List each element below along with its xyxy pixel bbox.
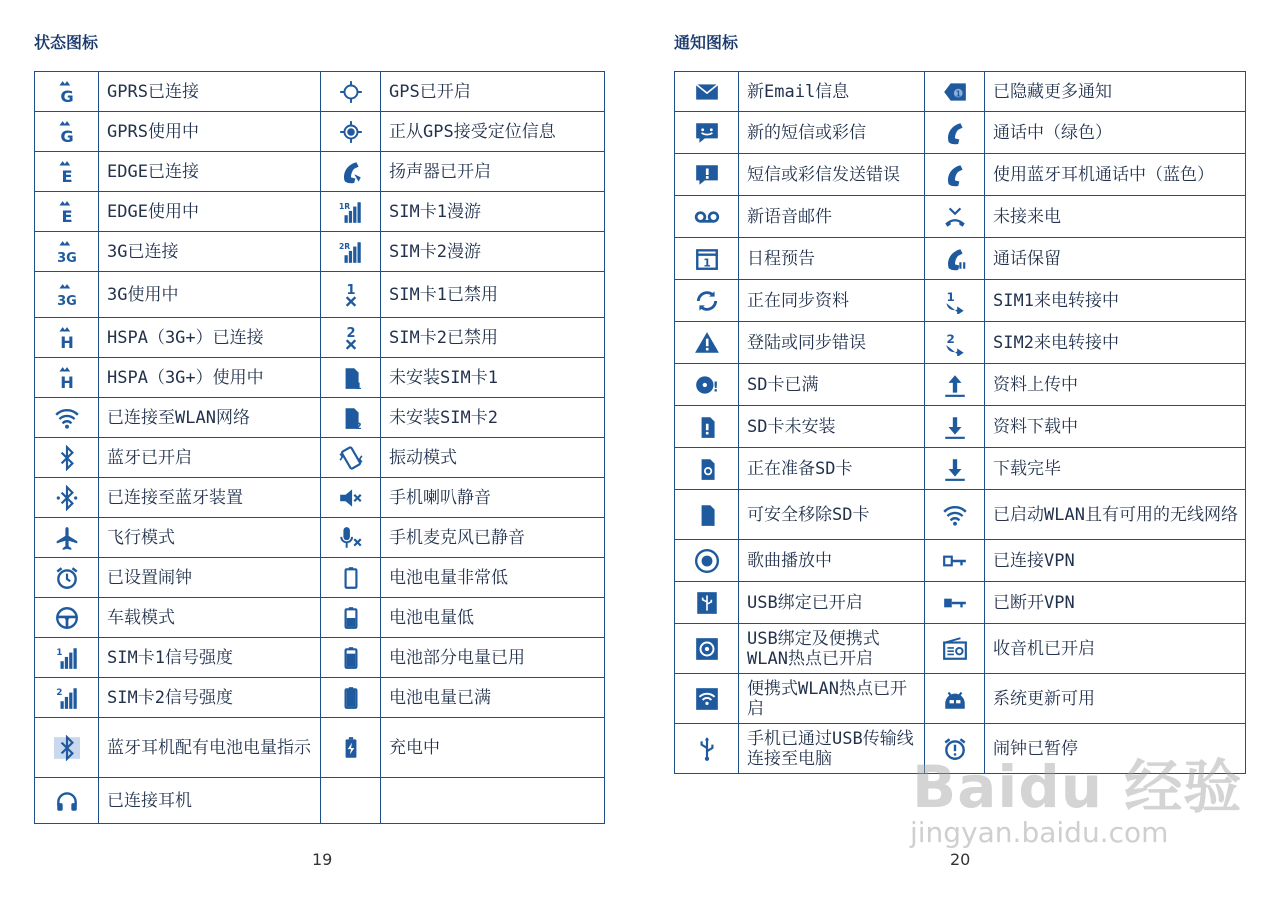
- svg-text:E: E: [60, 166, 73, 185]
- description-cell: 未安装SIM卡2: [381, 398, 605, 438]
- table-row: [35, 318, 605, 358]
- sim1-disabled-icon: [338, 282, 364, 308]
- description-cell: 已启动WLAN且有可用的无线网络: [985, 490, 1246, 540]
- description-cell: 飞行模式: [99, 518, 321, 558]
- wifi-icon: [54, 405, 80, 431]
- description-cell: 3G使用中: [99, 272, 321, 318]
- watermark-main-text: Baidu 经验: [912, 753, 1243, 821]
- icon-cell: [35, 112, 99, 152]
- status-icons-table: [34, 71, 605, 824]
- description-cell: 闹钟已暂停: [985, 724, 1246, 774]
- email-icon: [694, 79, 720, 105]
- bt-headset-battery-icon: [54, 735, 80, 761]
- icon-cell: [321, 318, 381, 358]
- headphones-icon: [54, 788, 80, 814]
- description-cell: 新Email信息: [739, 72, 925, 112]
- svg-text:H: H: [59, 372, 74, 391]
- sync-icon: [694, 288, 720, 314]
- table-row: [675, 196, 1246, 238]
- description-cell: 未安装SIM卡1: [381, 358, 605, 398]
- section-title-notification-icons: 通知图标: [674, 33, 739, 52]
- icon-cell: [925, 724, 985, 774]
- table-row: [675, 72, 1246, 112]
- svg-text:H: H: [59, 332, 74, 351]
- page-number: 19: [312, 850, 333, 869]
- description-cell: 已连接VPN: [985, 540, 1246, 582]
- vpn-connected-icon: [942, 548, 968, 574]
- sd-preparing-icon: [694, 456, 720, 482]
- hspa-in-use-icon: [54, 365, 80, 391]
- page-number: 20: [950, 850, 971, 869]
- icon-cell: [925, 72, 985, 112]
- description-cell: 歌曲播放中: [739, 540, 925, 582]
- description-cell: 已连接耳机: [99, 778, 321, 824]
- description-cell: SIM卡1已禁用: [381, 272, 605, 318]
- icon-cell: [35, 272, 99, 318]
- table-row: [675, 724, 1246, 774]
- icon-cell: [321, 478, 381, 518]
- icon-cell: [925, 540, 985, 582]
- description-cell: 系统更新可用: [985, 674, 1246, 724]
- description-cell: 手机喇叭静音: [381, 478, 605, 518]
- description-cell: 资料下载中: [985, 406, 1246, 448]
- table-row: [675, 674, 1246, 724]
- icon-cell: [35, 358, 99, 398]
- svg-text:G: G: [59, 126, 74, 145]
- system-update-icon: [942, 686, 968, 712]
- 3g-connected-icon: [54, 239, 80, 265]
- description-cell: 正在同步资料: [739, 280, 925, 322]
- icon-cell: [925, 322, 985, 364]
- 3g-in-use-icon: [54, 282, 80, 308]
- charging-icon: [338, 735, 364, 761]
- sim2-disabled-icon: [338, 325, 364, 351]
- gprs-connected-icon: [54, 79, 80, 105]
- description-cell: [381, 778, 605, 824]
- icon-cell: [35, 232, 99, 272]
- description-cell: 新的短信或彩信: [739, 112, 925, 154]
- icon-cell: [675, 280, 739, 322]
- description-cell: 收音机已开启: [985, 624, 1246, 674]
- svg-text:1: 1: [702, 256, 711, 270]
- description-cell: SIM卡2已禁用: [381, 318, 605, 358]
- icon-cell: [925, 674, 985, 724]
- icon-cell: [321, 398, 381, 438]
- svg-text:2: 2: [345, 325, 356, 341]
- sd-full-icon: [694, 372, 720, 398]
- description-cell: 正从GPS接受定位信息: [381, 112, 605, 152]
- more-notifications-icon: [942, 79, 968, 105]
- description-cell: 已隐藏更多通知: [985, 72, 1246, 112]
- icon-cell: [675, 112, 739, 154]
- table-row: [35, 678, 605, 718]
- description-cell: 短信或彩信发送错误: [739, 154, 925, 196]
- watermark-sub-text: jingyan.baidu.com: [910, 816, 1169, 849]
- icon-cell: [35, 778, 99, 824]
- download-icon: [942, 414, 968, 440]
- music-icon: [694, 548, 720, 574]
- description-cell: 可安全移除SD卡: [739, 490, 925, 540]
- no-sim1-icon: [338, 365, 364, 391]
- battery-full-icon: [338, 685, 364, 711]
- svg-text:3G: 3G: [56, 250, 77, 265]
- icon-cell: [35, 478, 99, 518]
- icon-cell: [675, 154, 739, 196]
- svg-text:1: 1: [55, 647, 62, 658]
- icon-cell: [35, 718, 99, 778]
- description-cell: 电池电量非常低: [381, 558, 605, 598]
- svg-text:2R: 2R: [338, 241, 350, 251]
- svg-text:2: 2: [55, 687, 62, 698]
- table-row: [35, 718, 605, 778]
- description-cell: SIM卡2漫游: [381, 232, 605, 272]
- icon-cell: [321, 518, 381, 558]
- description-cell: 蓝牙已开启: [99, 438, 321, 478]
- description-cell: 已设置闹钟: [99, 558, 321, 598]
- svg-text:G: G: [59, 86, 74, 105]
- icon-cell: [675, 540, 739, 582]
- call-bluetooth-icon: [942, 162, 968, 188]
- alarm-snooze-icon: [942, 736, 968, 762]
- description-cell: 3G已连接: [99, 232, 321, 272]
- icon-cell: [925, 582, 985, 624]
- notification-icons-table: [674, 71, 1246, 774]
- sim2-roaming-icon: [338, 239, 364, 265]
- icon-cell: [35, 638, 99, 678]
- usb-hotspot-icon: [694, 636, 720, 662]
- upload-icon: [942, 372, 968, 398]
- missed-call-icon: [942, 204, 968, 230]
- description-cell: SD卡已满: [739, 364, 925, 406]
- gps-receiving-icon: [338, 119, 364, 145]
- description-cell: EDGE使用中: [99, 192, 321, 232]
- description-cell: 已连接至WLAN网络: [99, 398, 321, 438]
- icon-cell: [675, 624, 739, 674]
- icon-cell: [675, 448, 739, 490]
- gprs-in-use-icon: [54, 119, 80, 145]
- icon-cell: [321, 232, 381, 272]
- edge-in-use-icon: [54, 199, 80, 225]
- usb-tether-icon: [694, 590, 720, 616]
- icon-cell: [35, 558, 99, 598]
- no-sim2-icon: [338, 405, 364, 431]
- icon-cell: [675, 674, 739, 724]
- icon-cell: [675, 724, 739, 774]
- description-cell: SIM2来电转接中: [985, 322, 1246, 364]
- icon-cell: [321, 272, 381, 318]
- icon-cell: [35, 398, 99, 438]
- description-cell: 日程预告: [739, 238, 925, 280]
- icon-cell: [675, 490, 739, 540]
- description-cell: 已连接至蓝牙装置: [99, 478, 321, 518]
- table-row: [675, 624, 1246, 674]
- icon-cell: [925, 448, 985, 490]
- description-cell: 通话保留: [985, 238, 1246, 280]
- icon-cell: [925, 490, 985, 540]
- bluetooth-connected-icon: [54, 485, 80, 511]
- icon-cell: [925, 196, 985, 238]
- icon-cell: [321, 152, 381, 192]
- table-row: [35, 778, 605, 824]
- table-row: [35, 152, 605, 192]
- table-row: [35, 558, 605, 598]
- table-row: [675, 280, 1246, 322]
- table-row: [35, 358, 605, 398]
- icon-cell: [35, 152, 99, 192]
- sim1-forward-icon: [942, 288, 968, 314]
- wifi-open-icon: [942, 502, 968, 528]
- table-row: [675, 582, 1246, 624]
- table-row: [35, 272, 605, 318]
- table-row: [35, 72, 605, 112]
- description-cell: 正在准备SD卡: [739, 448, 925, 490]
- description-cell: 电池部分电量已用: [381, 638, 605, 678]
- icon-cell: [321, 358, 381, 398]
- icon-cell: [675, 364, 739, 406]
- icon-cell: [925, 364, 985, 406]
- description-cell: 已断开VPN: [985, 582, 1246, 624]
- icon-cell: [675, 582, 739, 624]
- table-row: [675, 238, 1246, 280]
- table-row: [675, 406, 1246, 448]
- vpn-disconnected-icon: [942, 590, 968, 616]
- table-row: [35, 192, 605, 232]
- description-cell: 手机麦克风已静音: [381, 518, 605, 558]
- sms-icon: [694, 120, 720, 146]
- table-row: [675, 448, 1246, 490]
- svg-text:E: E: [60, 206, 73, 225]
- description-cell: 登陆或同步错误: [739, 322, 925, 364]
- sim2-forward-icon: [942, 330, 968, 356]
- speaker-on-icon: [338, 159, 364, 185]
- description-cell: SD卡未安装: [739, 406, 925, 448]
- icon-cell: [35, 598, 99, 638]
- steering-wheel-icon: [54, 605, 80, 631]
- table-row: [35, 638, 605, 678]
- icon-cell: [321, 192, 381, 232]
- battery-partial-icon: [338, 645, 364, 671]
- description-cell: 使用蓝牙耳机通话中（蓝色）: [985, 154, 1246, 196]
- speaker-mute-icon: [338, 485, 364, 511]
- table-row: [35, 478, 605, 518]
- svg-text:1: 1: [345, 282, 356, 298]
- icon-cell: [321, 638, 381, 678]
- table-row: [675, 112, 1246, 154]
- table-row: [675, 364, 1246, 406]
- icon-cell: [35, 72, 99, 112]
- icon-cell: [675, 196, 739, 238]
- description-cell: GPRS使用中: [99, 112, 321, 152]
- alarm-icon: [54, 565, 80, 591]
- description-cell: 手机已通过USB传输线连接至电脑: [739, 724, 925, 774]
- svg-text:1R: 1R: [338, 201, 350, 211]
- table-row: [35, 518, 605, 558]
- icon-cell: [925, 154, 985, 196]
- svg-text:1: 1: [355, 381, 362, 391]
- usb-connected-icon: [694, 736, 720, 762]
- description-cell: 下载完毕: [985, 448, 1246, 490]
- icon-cell: [321, 558, 381, 598]
- icon-cell: [321, 678, 381, 718]
- icon-cell: [35, 678, 99, 718]
- sms-error-icon: [694, 162, 720, 188]
- calendar-icon: [694, 246, 720, 272]
- call-hold-icon: [942, 246, 968, 272]
- icon-cell: [321, 72, 381, 112]
- table-row: [35, 438, 605, 478]
- description-cell: USB绑定已开启: [739, 582, 925, 624]
- gps-on-icon: [338, 79, 364, 105]
- description-cell: 电池电量低: [381, 598, 605, 638]
- bluetooth-icon: [54, 445, 80, 471]
- download-done-icon: [942, 456, 968, 482]
- icon-cell: [35, 192, 99, 232]
- table-row: [675, 540, 1246, 582]
- description-cell: 蓝牙耳机配有电池电量指示: [99, 718, 321, 778]
- table-row: [35, 112, 605, 152]
- icon-cell: [925, 238, 985, 280]
- icon-cell: [321, 778, 381, 824]
- icon-cell: [925, 280, 985, 322]
- mic-mute-icon: [338, 525, 364, 551]
- description-cell: HSPA（3G+）使用中: [99, 358, 321, 398]
- icon-cell: [321, 598, 381, 638]
- edge-connected-icon: [54, 159, 80, 185]
- svg-text:1: 1: [955, 88, 961, 98]
- battery-very-low-icon: [338, 565, 364, 591]
- icon-cell: [35, 518, 99, 558]
- description-cell: GPRS已连接: [99, 72, 321, 112]
- sim1-roaming-icon: [338, 199, 364, 225]
- sim2-signal-icon: [54, 685, 80, 711]
- table-row: [35, 398, 605, 438]
- section-title-status-icons: 状态图标: [34, 33, 99, 52]
- icon-cell: [925, 624, 985, 674]
- description-cell: 便携式WLAN热点已开启: [739, 674, 925, 724]
- sd-missing-icon: [694, 414, 720, 440]
- hspa-connected-icon: [54, 325, 80, 351]
- warning-icon: [694, 330, 720, 356]
- svg-text:2: 2: [355, 421, 362, 431]
- icon-cell: [321, 112, 381, 152]
- description-cell: EDGE已连接: [99, 152, 321, 192]
- icon-cell: [675, 72, 739, 112]
- description-cell: SIM卡1漫游: [381, 192, 605, 232]
- icon-cell: [925, 112, 985, 154]
- description-cell: 振动模式: [381, 438, 605, 478]
- svg-text:1: 1: [946, 289, 955, 304]
- description-cell: USB绑定及便携式WLAN热点已开启: [739, 624, 925, 674]
- table-row: [35, 232, 605, 272]
- description-cell: 通话中（绿色）: [985, 112, 1246, 154]
- description-cell: 新语音邮件: [739, 196, 925, 238]
- description-cell: 未接来电: [985, 196, 1246, 238]
- battery-low-icon: [338, 605, 364, 631]
- description-cell: SIM卡1信号强度: [99, 638, 321, 678]
- sd-safe-remove-icon: [694, 502, 720, 528]
- icon-cell: [675, 238, 739, 280]
- call-green-icon: [942, 120, 968, 146]
- icon-cell: [35, 318, 99, 358]
- icon-cell: [675, 322, 739, 364]
- icon-cell: [321, 718, 381, 778]
- icon-cell: [675, 406, 739, 448]
- airplane-icon: [54, 525, 80, 551]
- voicemail-icon: [694, 204, 720, 230]
- sim1-signal-icon: [54, 645, 80, 671]
- description-cell: SIM1来电转接中: [985, 280, 1246, 322]
- icon-cell: [35, 438, 99, 478]
- table-row: [675, 490, 1246, 540]
- description-cell: GPS已开启: [381, 72, 605, 112]
- svg-text:2: 2: [946, 331, 955, 346]
- description-cell: 电池电量已满: [381, 678, 605, 718]
- icon-cell: [925, 406, 985, 448]
- description-cell: 资料上传中: [985, 364, 1246, 406]
- hotspot-icon: [694, 686, 720, 712]
- table-row: [35, 598, 605, 638]
- description-cell: HSPA（3G+）已连接: [99, 318, 321, 358]
- radio-icon: [942, 636, 968, 662]
- table-row: [675, 154, 1246, 196]
- icon-cell: [321, 438, 381, 478]
- svg-text:!: !: [712, 380, 719, 395]
- description-cell: 车载模式: [99, 598, 321, 638]
- vibrate-icon: [338, 445, 364, 471]
- description-cell: SIM卡2信号强度: [99, 678, 321, 718]
- svg-text:3G: 3G: [56, 293, 77, 308]
- description-cell: 充电中: [381, 718, 605, 778]
- description-cell: 扬声器已开启: [381, 152, 605, 192]
- table-row: [675, 322, 1246, 364]
